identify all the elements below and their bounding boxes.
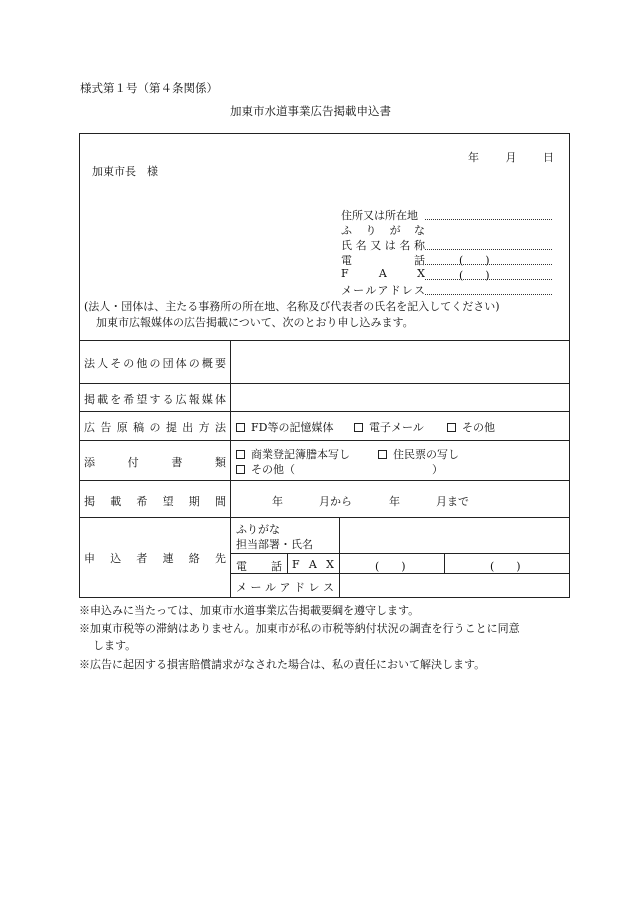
attachment-option-residence[interactable] xyxy=(378,446,459,462)
submission-label-text: 広 告 原 稿 の 提 出 方 法 xyxy=(84,421,226,434)
attachment-option-residence-text: 住民票の写し xyxy=(393,448,459,461)
checkbox-icon[interactable] xyxy=(236,465,245,474)
contact-name-input[interactable] xyxy=(340,518,569,553)
name-label: 氏 名 又 は 名 称 xyxy=(341,239,425,252)
period-start-month: 月から xyxy=(319,495,352,508)
date-line xyxy=(468,149,554,165)
contact-phone-label xyxy=(236,558,282,574)
phone-paren: ( ) xyxy=(459,254,490,267)
note-tax-line2: します。 xyxy=(93,639,137,652)
fax-paren: ( ) xyxy=(459,269,490,282)
submission-option-storage[interactable] xyxy=(236,419,333,435)
contact-phone-paren[interactable]: ( ) xyxy=(375,560,406,573)
date-month: 月 xyxy=(505,151,517,164)
email-field[interactable] xyxy=(341,282,552,297)
overview-label-text: 法 人 そ の 他 の 団 体 の 概 要 xyxy=(84,357,226,370)
addressee: 加東市長 様 xyxy=(92,165,158,178)
submission-option-other-text: その他 xyxy=(462,421,495,434)
fax-label: F A X xyxy=(341,267,425,280)
attachment-option-other[interactable] xyxy=(236,461,295,477)
contact-email-label xyxy=(236,579,334,595)
address-label: 住 所 又 は 所 在 地 xyxy=(341,209,418,222)
attachment-option-other-text: その他（ xyxy=(251,463,295,476)
contact-furigana-label: ふりがな xyxy=(236,523,280,536)
contact-fax-paren[interactable]: ( ) xyxy=(490,560,521,573)
submission-option-storage-text: FD等の記憶媒体 xyxy=(251,421,334,434)
contact-phone-fax-divider xyxy=(444,553,445,573)
submission-option-other[interactable] xyxy=(447,419,495,435)
checkbox-icon[interactable] xyxy=(447,423,456,432)
row-divider xyxy=(79,411,570,412)
contact-phone-label-text: 電 話 xyxy=(236,560,282,573)
attachments-label xyxy=(84,454,226,470)
checkbox-icon[interactable] xyxy=(236,423,245,432)
submission-option-email[interactable] xyxy=(354,419,424,435)
phone-label: 電 話 xyxy=(341,254,425,267)
application-statement: 加東市広報媒体の広告掲載について、次のとおり申し込みます。 xyxy=(96,316,414,329)
contact-dept-name-label: 担当部署・氏名 xyxy=(236,538,313,551)
row-divider xyxy=(79,480,570,481)
attachment-option-registry[interactable] xyxy=(236,446,350,462)
overview-label xyxy=(84,355,226,371)
note-liability: ※広告に起因する損害賠償請求がなされた場合は、私の責任において解決します。 xyxy=(79,658,486,671)
address-field[interactable] xyxy=(341,207,552,222)
overview-input[interactable] xyxy=(231,341,569,383)
period-label xyxy=(84,493,226,509)
furigana-label: ふ り が な xyxy=(341,224,425,237)
document-title: 加東市水道事業広告掲載申込書 xyxy=(230,104,391,118)
period-end-year: 年 xyxy=(389,495,400,508)
attachment-other-close: ） xyxy=(432,463,443,476)
submission-label xyxy=(84,419,226,435)
checkbox-icon[interactable] xyxy=(236,450,245,459)
fax-field[interactable] xyxy=(341,267,552,282)
contact-label xyxy=(84,550,226,566)
contact-label-text: 申 込 者 連 絡 先 xyxy=(84,552,226,565)
contact-divider xyxy=(230,553,570,554)
contact-phone-divider xyxy=(287,553,288,573)
checkbox-icon[interactable] xyxy=(378,450,387,459)
media-input[interactable] xyxy=(231,384,569,411)
row-divider xyxy=(79,440,570,441)
email-label: メ ー ル ア ド レ ス xyxy=(341,284,425,297)
form-number: 様式第１号（第４条関係） xyxy=(80,81,218,95)
address-entry-line[interactable] xyxy=(425,219,552,220)
phone-field[interactable] xyxy=(341,252,552,267)
date-year: 年 xyxy=(468,151,479,164)
attachment-option-registry-text: 商業登記簿謄本写し xyxy=(251,448,350,461)
period-start-year: 年 xyxy=(272,495,283,508)
media-label-text: 掲 載 を 希 望 す る 広 報 媒 体 xyxy=(84,393,226,406)
attachments-label-text: 添 付 書 類 xyxy=(84,456,226,469)
date-day: 日 xyxy=(543,151,554,164)
name-entry-line[interactable] xyxy=(425,249,552,250)
furigana-field[interactable] xyxy=(341,222,552,237)
contact-email-input[interactable] xyxy=(340,574,569,597)
period-end-month: 月まで xyxy=(436,495,469,508)
note-compliance: ※申込みに当たっては、加東市水道事業広告掲載要綱を遵守します。 xyxy=(79,604,420,617)
corporation-notice: (法人・団体は、主たる事務所の所在地、名称及び代表者の氏名を記入してください) xyxy=(84,300,500,313)
contact-fax-label-text: F A X xyxy=(292,558,334,571)
period-label-text: 掲 載 希 望 期 間 xyxy=(84,495,226,508)
submission-option-email-text: 電子メール xyxy=(369,421,424,434)
note-tax-line1: ※加東市税等の滞納はありません。加東市が私の市税等納付状況の調査を行うことに同意 xyxy=(79,622,520,635)
checkbox-icon[interactable] xyxy=(354,423,363,432)
contact-fax-label xyxy=(292,558,334,571)
media-label xyxy=(84,391,226,407)
email-entry-line[interactable] xyxy=(425,294,552,295)
contact-email-label-text: メ ー ル ア ド レ ス xyxy=(236,581,334,594)
name-field[interactable] xyxy=(341,237,552,252)
